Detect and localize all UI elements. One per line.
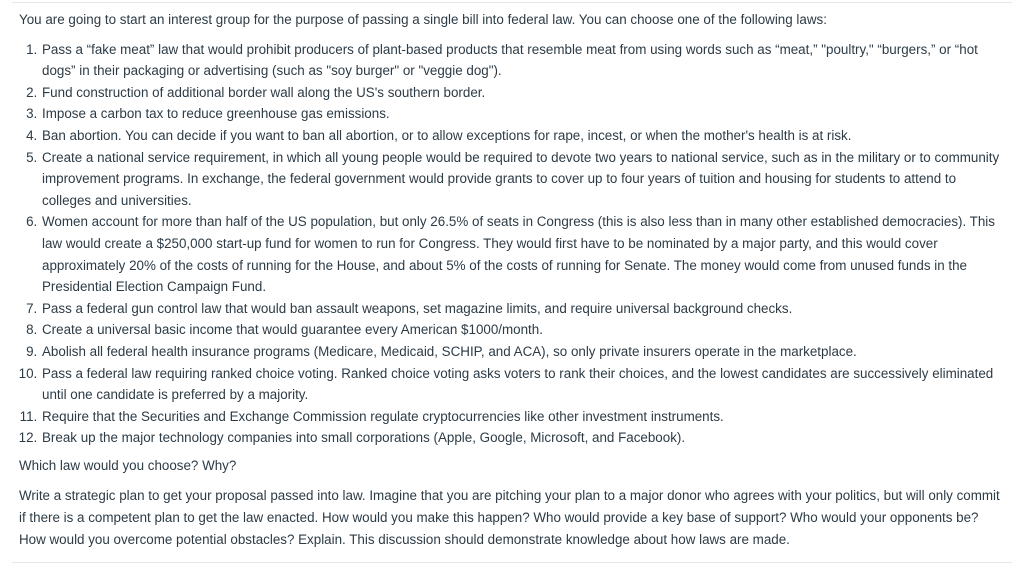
law-option-10: 10. Pass a federal law requiring ranked choice voting. Ranked choice voting asks voters to rank their choices, and the lowest candidates are successively eliminated until one candidate is preferred by a majority. [41,363,1008,406]
law-option-11: 11. Require that the Securities and Exchange Commission regulate cryptocurrencies like other investment instruments. [41,406,1008,428]
law-option-9: 9. Abolish all federal health insurance programs (Medicare, Medicaid, SCHIP, and ACA), so only private insurers operate in the marketplace. [41,341,1008,363]
law-option-2: 2. Fund construction of additional border wall along the US's southern border. [41,82,1008,104]
bottom-divider [12,562,1012,563]
law-option-4: 4. Ban abortion. You can decide if you want to ban all abortion, or to allow exceptions for rape, incest, or when the mother's health is at risk. [41,125,1008,147]
law-option-8: 8. Create a universal basic income that would guarantee every American $1000/month. [41,319,1008,341]
law-option-5: 5. Create a national service requirement, in which all young people would be required to devote two years to national service, such as in the military or to community improvement programs. In exchange, the federal government would provide grants to cover up to four years of tuition and housing for students to attend to colleges and universities. [41,147,1008,212]
law-option-3: 3. Impose a carbon tax to reduce greenhouse gas emissions. [41,103,1008,125]
law-option-7: 7. Pass a federal gun control law that would ban assault weapons, set magazine limits, and require universal background checks. [41,298,1008,320]
law-option-12: 12. Break up the major technology companies into small corporations (Apple, Google, Microsoft, and Facebook). [41,427,1008,449]
intro-text: You are going to start an interest group for the purpose of passing a single bill into federal law. You can choose one of the following laws: [19,12,827,27]
question-text: Which law would you choose? Why? [19,457,237,473]
law-option-6: 6. Women account for more than half of the US population, but only 26.5% of seats in Congress (this is also less than in many other established democracies). This law would create a $250,000 start-up fund for women to run for Congress. They would first have to be nominated by a major party, and this would cover approximately 20% of the costs of running for the House, and about 5% of the costs of running for Senate. The money would come from unused funds in the Presidential Election Campaign Fund. [41,211,1008,297]
prompt-text: Write a strategic plan to get your proposal passed into law. Imagine that you are pitching your plan to a major donor who agrees with your politics, but will only commit if there is a competent plan to get the law enacted. How would you make this happen? Who would provide a key base of support? Who would your opponents be? How would you overcome potential obstacles? Explain. This discussion should demonstrate knowledge about how laws are made. [19,488,1000,547]
top-divider [12,2,1012,3]
law-options-list [19,39,1008,449]
law-option-1: 1. Pass a “fake meat” law that would prohibit producers of plant-based products that resemble meat from using words such as “meat,” "poultry," “burgers,” or “hot dogs” in their packaging or advertising (such as "soy burger" or "veggie dog"). [41,39,1008,82]
